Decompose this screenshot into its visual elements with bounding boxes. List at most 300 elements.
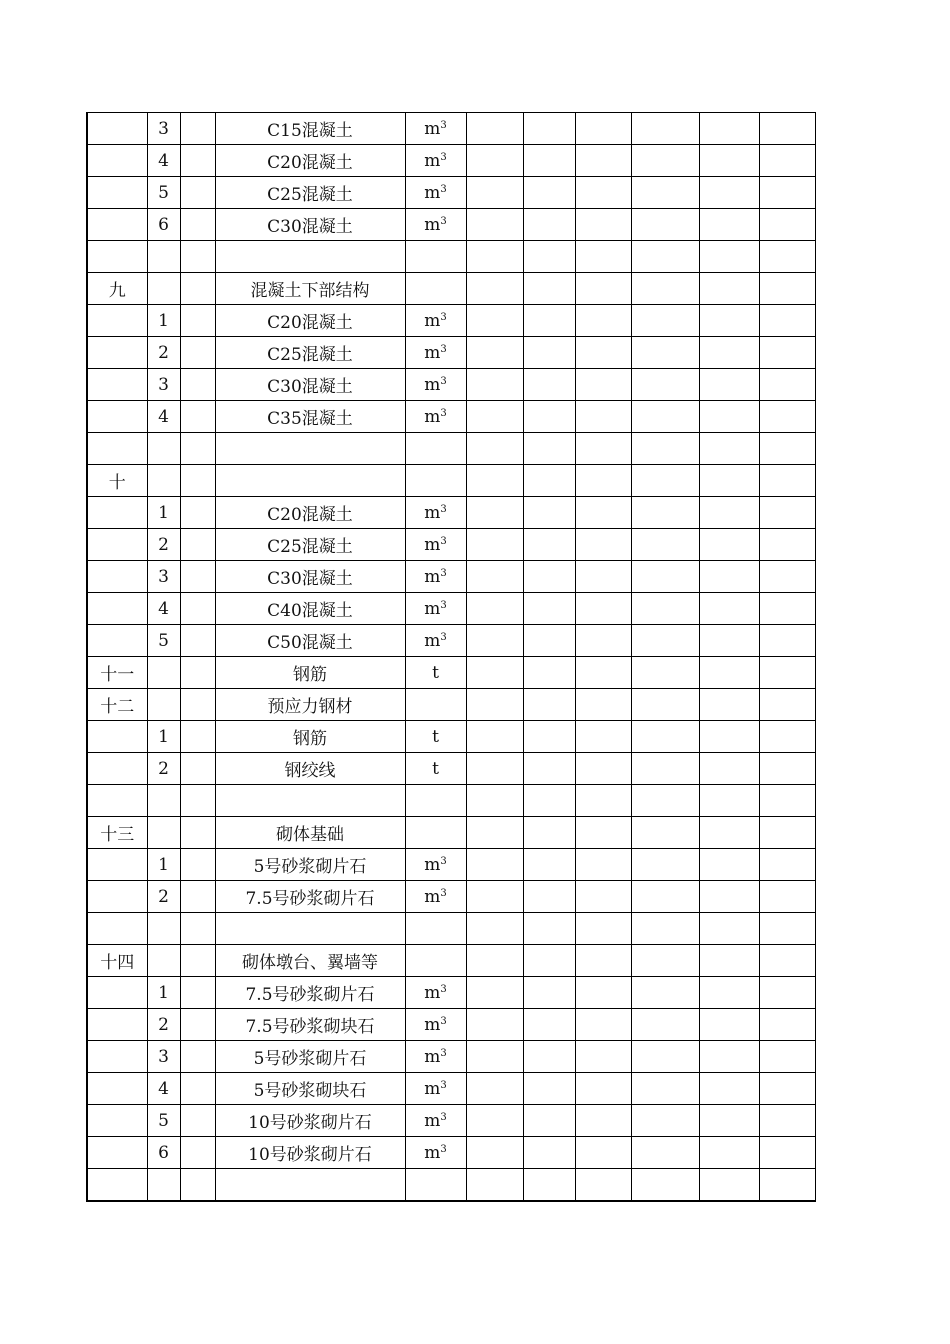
empty-cell (523, 657, 575, 689)
empty-cell (575, 881, 631, 913)
empty-cell (523, 753, 575, 785)
empty-cell (699, 657, 759, 689)
item-name-cell: 预应力钢材 (215, 689, 405, 721)
unit-exponent: 3 (440, 567, 447, 579)
item-number-cell (147, 817, 180, 849)
table-row (87, 625, 815, 657)
unit-cell (405, 241, 466, 273)
empty-cell (575, 113, 631, 145)
empty-cell (759, 497, 815, 529)
unit-cell (405, 209, 466, 241)
empty-cell (631, 561, 699, 593)
item-name-cell: 10号砂浆砌片石 (215, 1137, 405, 1169)
empty-cell (523, 241, 575, 273)
unit-exponent: 3 (440, 183, 447, 195)
empty-cell (699, 721, 759, 753)
empty-cell (631, 497, 699, 529)
item-name-cell (215, 241, 405, 273)
unit-base: m (424, 630, 441, 651)
empty-cell (631, 753, 699, 785)
empty-cell (699, 177, 759, 209)
unit-base: m (424, 1142, 441, 1163)
table-row (87, 977, 815, 1009)
blank-cell (180, 753, 215, 785)
quantity-table (86, 112, 816, 1202)
empty-cell (631, 817, 699, 849)
item-number-cell: 3 (147, 369, 180, 401)
unit-base: m (424, 310, 441, 331)
empty-cell (759, 561, 815, 593)
empty-cell (699, 273, 759, 305)
item-name-cell: C20混凝土 (215, 305, 405, 337)
table-row (87, 721, 815, 753)
unit-base: m (424, 1046, 441, 1067)
empty-cell (631, 401, 699, 433)
table-row (87, 145, 815, 177)
empty-cell (631, 113, 699, 145)
empty-cell (631, 785, 699, 817)
empty-cell (759, 1009, 815, 1041)
item-name-cell: C30混凝土 (215, 209, 405, 241)
empty-cell (759, 529, 815, 561)
item-number-cell: 6 (147, 209, 180, 241)
unit-base: m (424, 214, 441, 235)
empty-cell (523, 625, 575, 657)
table-row (87, 1105, 815, 1137)
table-body (87, 113, 815, 1202)
item-name-cell: 7.5号砂浆砌块石 (215, 1009, 405, 1041)
empty-cell (759, 913, 815, 945)
item-number-cell (147, 465, 180, 497)
empty-cell (631, 273, 699, 305)
empty-cell (466, 465, 523, 497)
section-cell (87, 337, 147, 369)
table-row (87, 433, 815, 465)
empty-cell (699, 113, 759, 145)
empty-cell (759, 273, 815, 305)
empty-cell (466, 913, 523, 945)
blank-cell (180, 241, 215, 273)
empty-cell (759, 241, 815, 273)
unit-cell (405, 1169, 466, 1202)
table-row (87, 1041, 815, 1073)
section-cell (87, 241, 147, 273)
section-cell: 十一 (87, 657, 147, 689)
empty-cell (759, 977, 815, 1009)
empty-cell (575, 1169, 631, 1202)
blank-cell (180, 497, 215, 529)
empty-cell (575, 241, 631, 273)
empty-cell (466, 1041, 523, 1073)
unit-cell: t (405, 753, 466, 785)
unit-base: m (424, 566, 441, 587)
empty-cell (699, 881, 759, 913)
empty-cell (466, 273, 523, 305)
unit-cell (405, 497, 466, 529)
item-number-cell (147, 273, 180, 305)
empty-cell (575, 497, 631, 529)
table-row (87, 1073, 815, 1105)
empty-cell (575, 337, 631, 369)
empty-cell (466, 337, 523, 369)
unit-exponent: 3 (440, 855, 447, 867)
unit-base: m (424, 1078, 441, 1099)
empty-cell (699, 849, 759, 881)
table-row (87, 529, 815, 561)
empty-cell (631, 657, 699, 689)
empty-cell (575, 625, 631, 657)
unit-base: m (424, 342, 441, 363)
unit-cell (405, 465, 466, 497)
empty-cell (523, 337, 575, 369)
empty-cell (699, 497, 759, 529)
section-cell (87, 209, 147, 241)
blank-cell (180, 1073, 215, 1105)
empty-cell (575, 1137, 631, 1169)
blank-cell (180, 913, 215, 945)
item-name-cell: C25混凝土 (215, 177, 405, 209)
item-name-cell: C15混凝土 (215, 113, 405, 145)
empty-cell (699, 689, 759, 721)
unit-cell (405, 305, 466, 337)
unit-cell (405, 401, 466, 433)
item-name-cell (215, 433, 405, 465)
empty-cell (575, 945, 631, 977)
item-name-cell: C30混凝土 (215, 561, 405, 593)
empty-cell (466, 209, 523, 241)
empty-cell (466, 433, 523, 465)
unit-base: m (424, 374, 441, 395)
empty-cell (699, 465, 759, 497)
section-cell (87, 401, 147, 433)
empty-cell (523, 369, 575, 401)
empty-cell (759, 753, 815, 785)
empty-cell (759, 593, 815, 625)
empty-cell (575, 209, 631, 241)
empty-cell (699, 1073, 759, 1105)
empty-cell (699, 337, 759, 369)
unit-cell (405, 1105, 466, 1137)
unit-base: m (424, 598, 441, 619)
empty-cell (466, 785, 523, 817)
unit-cell (405, 817, 466, 849)
unit-exponent: 3 (440, 311, 447, 323)
unit-base: m (424, 502, 441, 523)
blank-cell (180, 881, 215, 913)
empty-cell (575, 817, 631, 849)
blank-cell (180, 145, 215, 177)
empty-cell (466, 1137, 523, 1169)
empty-cell (699, 1105, 759, 1137)
empty-cell (631, 305, 699, 337)
section-cell (87, 881, 147, 913)
blank-cell (180, 785, 215, 817)
unit-base: m (424, 118, 441, 139)
empty-cell (699, 145, 759, 177)
empty-cell (466, 849, 523, 881)
empty-cell (466, 945, 523, 977)
empty-cell (466, 241, 523, 273)
blank-cell (180, 1041, 215, 1073)
empty-cell (523, 529, 575, 561)
unit-cell (405, 145, 466, 177)
empty-cell (575, 977, 631, 1009)
empty-cell (759, 113, 815, 145)
empty-cell (466, 561, 523, 593)
item-name-cell (215, 785, 405, 817)
empty-cell (523, 721, 575, 753)
empty-cell (631, 977, 699, 1009)
item-number-cell: 2 (147, 881, 180, 913)
empty-cell (699, 625, 759, 657)
item-number-cell (147, 1169, 180, 1202)
item-number-cell (147, 241, 180, 273)
empty-cell (523, 305, 575, 337)
blank-cell (180, 337, 215, 369)
empty-cell (759, 209, 815, 241)
item-number-cell: 3 (147, 561, 180, 593)
unit-exponent: 3 (440, 983, 447, 995)
table-row (87, 497, 815, 529)
blank-cell (180, 433, 215, 465)
blank-cell (180, 1105, 215, 1137)
empty-cell (759, 1073, 815, 1105)
section-cell (87, 433, 147, 465)
unit-exponent: 3 (440, 407, 447, 419)
unit-base: m (424, 182, 441, 203)
item-number-cell: 6 (147, 1137, 180, 1169)
empty-cell (466, 689, 523, 721)
table-row (87, 465, 815, 497)
empty-cell (575, 913, 631, 945)
table-row (87, 817, 815, 849)
empty-cell (523, 689, 575, 721)
blank-cell (180, 369, 215, 401)
empty-cell (523, 561, 575, 593)
empty-cell (575, 401, 631, 433)
empty-cell (466, 817, 523, 849)
table-row (87, 1169, 815, 1202)
empty-cell (575, 1009, 631, 1041)
unit-exponent: 3 (440, 631, 447, 643)
table-row (87, 849, 815, 881)
item-name-cell: C50混凝土 (215, 625, 405, 657)
empty-cell (575, 305, 631, 337)
item-number-cell: 4 (147, 145, 180, 177)
empty-cell (466, 305, 523, 337)
empty-cell (699, 1041, 759, 1073)
section-cell (87, 625, 147, 657)
item-number-cell (147, 913, 180, 945)
empty-cell (466, 657, 523, 689)
unit-exponent: 3 (440, 215, 447, 227)
item-number-cell (147, 689, 180, 721)
item-name-cell: C30混凝土 (215, 369, 405, 401)
empty-cell (759, 305, 815, 337)
section-cell (87, 849, 147, 881)
section-cell (87, 1105, 147, 1137)
item-name-cell: 钢筋 (215, 721, 405, 753)
empty-cell (631, 689, 699, 721)
empty-cell (523, 977, 575, 1009)
item-number-cell: 3 (147, 113, 180, 145)
empty-cell (759, 145, 815, 177)
blank-cell (180, 721, 215, 753)
item-name-cell: 7.5号砂浆砌片石 (215, 977, 405, 1009)
empty-cell (523, 273, 575, 305)
unit-cell (405, 689, 466, 721)
empty-cell (523, 113, 575, 145)
empty-cell (759, 849, 815, 881)
table-row (87, 561, 815, 593)
empty-cell (759, 465, 815, 497)
table-row (87, 689, 815, 721)
item-number-cell: 1 (147, 849, 180, 881)
unit-exponent: 3 (440, 535, 447, 547)
empty-cell (759, 369, 815, 401)
item-number-cell: 5 (147, 177, 180, 209)
blank-cell (180, 593, 215, 625)
blank-cell (180, 945, 215, 977)
unit-exponent: 3 (440, 887, 447, 899)
unit-cell (405, 113, 466, 145)
empty-cell (523, 433, 575, 465)
empty-cell (759, 1137, 815, 1169)
empty-cell (575, 273, 631, 305)
section-cell (87, 369, 147, 401)
empty-cell (523, 465, 575, 497)
blank-cell (180, 817, 215, 849)
blank-cell (180, 113, 215, 145)
table-row (87, 657, 815, 689)
empty-cell (575, 1041, 631, 1073)
section-cell (87, 529, 147, 561)
empty-cell (575, 785, 631, 817)
blank-cell (180, 657, 215, 689)
empty-cell (575, 465, 631, 497)
unit-exponent: 3 (440, 343, 447, 355)
table-row (87, 1009, 815, 1041)
table-row (87, 753, 815, 785)
section-cell (87, 1137, 147, 1169)
table-row (87, 1137, 815, 1169)
unit-exponent: 3 (440, 119, 447, 131)
item-name-cell: 砌体墩台、翼墙等 (215, 945, 405, 977)
unit-cell (405, 1009, 466, 1041)
empty-cell (699, 1137, 759, 1169)
empty-cell (759, 945, 815, 977)
section-cell (87, 561, 147, 593)
item-number-cell: 1 (147, 305, 180, 337)
empty-cell (699, 817, 759, 849)
unit-base: m (424, 150, 441, 171)
table-row (87, 945, 815, 977)
empty-cell (631, 721, 699, 753)
empty-cell (631, 881, 699, 913)
item-number-cell (147, 657, 180, 689)
empty-cell (759, 177, 815, 209)
unit-base: m (424, 854, 441, 875)
section-cell (87, 753, 147, 785)
section-cell (87, 1169, 147, 1202)
item-name-cell: C20混凝土 (215, 145, 405, 177)
unit-exponent: 3 (440, 1015, 447, 1027)
unit-cell (405, 433, 466, 465)
empty-cell (575, 177, 631, 209)
empty-cell (699, 1169, 759, 1202)
blank-cell (180, 1009, 215, 1041)
table-row (87, 369, 815, 401)
unit-cell (405, 625, 466, 657)
item-name-cell: C25混凝土 (215, 337, 405, 369)
section-cell: 十四 (87, 945, 147, 977)
empty-cell (523, 1105, 575, 1137)
empty-cell (631, 1137, 699, 1169)
empty-cell (631, 145, 699, 177)
empty-cell (631, 177, 699, 209)
empty-cell (575, 433, 631, 465)
unit-base: m (424, 534, 441, 555)
unit-cell (405, 1137, 466, 1169)
empty-cell (759, 785, 815, 817)
empty-cell (759, 337, 815, 369)
empty-cell (631, 849, 699, 881)
blank-cell (180, 561, 215, 593)
section-cell (87, 913, 147, 945)
item-number-cell (147, 433, 180, 465)
item-name-cell: 5号砂浆砌块石 (215, 1073, 405, 1105)
empty-cell (699, 913, 759, 945)
table-row (87, 305, 815, 337)
empty-cell (699, 785, 759, 817)
empty-cell (699, 593, 759, 625)
section-cell: 十二 (87, 689, 147, 721)
empty-cell (631, 241, 699, 273)
section-cell (87, 721, 147, 753)
empty-cell (523, 913, 575, 945)
item-number-cell (147, 785, 180, 817)
empty-cell (575, 145, 631, 177)
empty-cell (631, 945, 699, 977)
empty-cell (575, 1073, 631, 1105)
empty-cell (759, 625, 815, 657)
empty-cell (523, 401, 575, 433)
item-number-cell: 5 (147, 1105, 180, 1137)
empty-cell (699, 529, 759, 561)
item-number-cell: 4 (147, 593, 180, 625)
unit-cell (405, 529, 466, 561)
empty-cell (466, 977, 523, 1009)
item-name-cell: 砌体基础 (215, 817, 405, 849)
empty-cell (699, 209, 759, 241)
empty-cell (466, 1105, 523, 1137)
empty-cell (466, 113, 523, 145)
unit-cell: t (405, 721, 466, 753)
empty-cell (759, 1105, 815, 1137)
empty-cell (631, 337, 699, 369)
item-name-cell: 钢筋 (215, 657, 405, 689)
section-cell: 九 (87, 273, 147, 305)
unit-cell (405, 177, 466, 209)
empty-cell (699, 945, 759, 977)
empty-cell (759, 721, 815, 753)
unit-exponent: 3 (440, 151, 447, 163)
blank-cell (180, 689, 215, 721)
empty-cell (699, 369, 759, 401)
empty-cell (631, 913, 699, 945)
unit-cell (405, 369, 466, 401)
table-row (87, 273, 815, 305)
